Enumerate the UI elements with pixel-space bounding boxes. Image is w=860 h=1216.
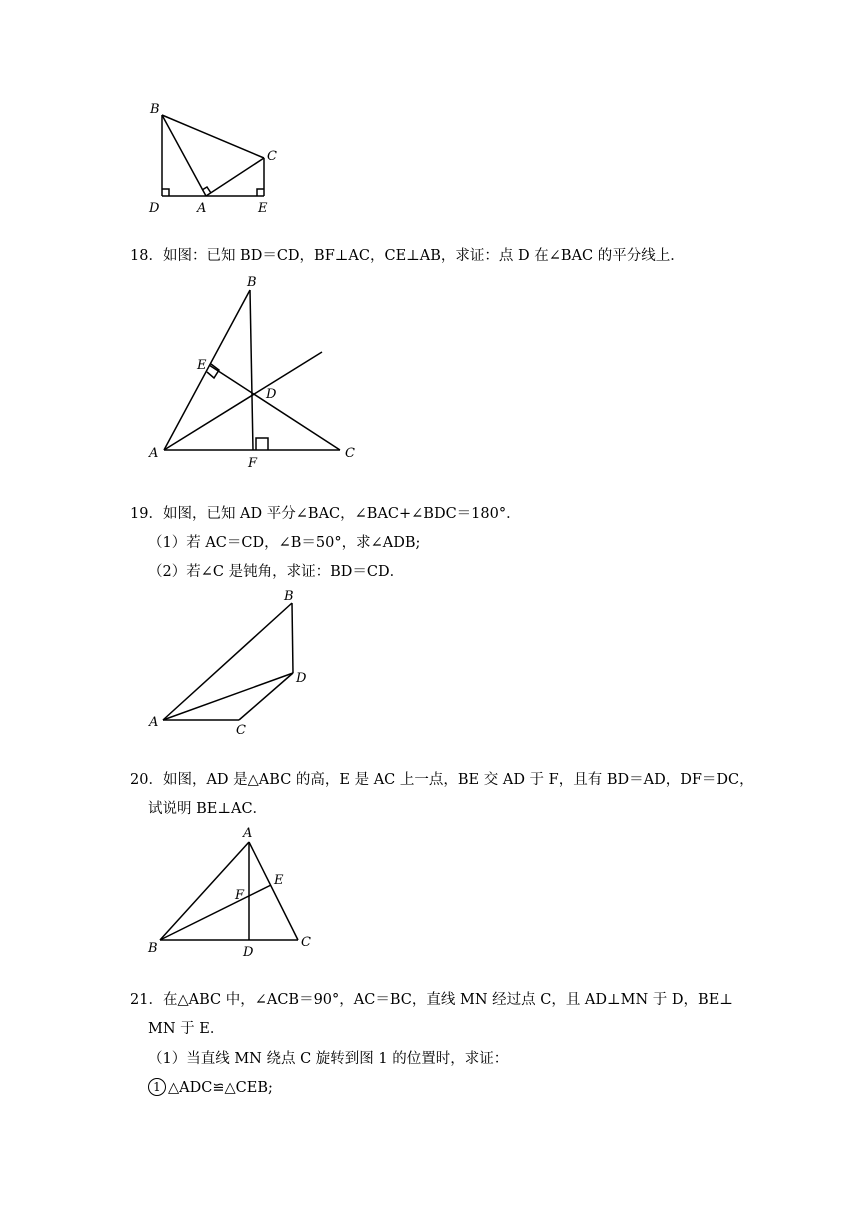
label-B: B	[284, 589, 294, 604]
question-21-sub-1-text: △ADC≌△CEB;	[168, 1080, 273, 1096]
question-19-part-1: （1）若 AC＝CD，∠B＝50°，求∠ADB;	[148, 535, 421, 551]
question-19: 19．如图，已知 AD 平分∠BAC，∠BAC+∠BDC＝180°．	[130, 506, 521, 522]
label-D: D	[296, 671, 307, 686]
figure-q19	[140, 585, 330, 740]
label-C: C	[236, 723, 246, 738]
label-F: F	[248, 456, 258, 471]
question-20-line-1: 20．如图，AD 是△ABC 的高，E 是 AC 上一点，BE 交 AD 于 F，且有 BD＝AD，DF＝DC，	[130, 772, 754, 788]
label-A: A	[243, 826, 253, 841]
figure-q20	[140, 822, 330, 962]
question-21-sub-1	[148, 1078, 273, 1098]
question-19-part-2: （2）若∠C 是钝角，求证：BD＝CD．	[148, 564, 405, 580]
question-18: 18．如图：已知 BD＝CD，BF⊥AC，CE⊥AB，求证：点 D 在∠BAC 的平分线上．	[130, 248, 685, 264]
label-F: F	[235, 888, 245, 903]
question-21-part-1: （1）当直线 MN 绕点 C 旋转到图 1 的位置时，求证：	[148, 1051, 509, 1067]
label-E: E	[258, 201, 268, 216]
label-D: D	[266, 387, 277, 402]
label-A: A	[149, 446, 159, 461]
label-D: D	[149, 201, 160, 216]
label-E: E	[274, 873, 284, 888]
label-B: B	[148, 941, 158, 956]
label-A: A	[149, 715, 159, 730]
label-C: C	[345, 446, 355, 461]
question-21-line-2: MN 于 E．	[148, 1021, 225, 1037]
label-C: C	[301, 935, 311, 950]
figure-q18	[140, 268, 370, 473]
label-B: B	[247, 275, 257, 290]
label-E: E	[197, 358, 207, 373]
label-D: D	[243, 945, 254, 960]
circled-number: 1	[148, 1078, 166, 1096]
label-A: A	[197, 201, 207, 216]
figure-q17	[140, 95, 290, 220]
label-B: B	[150, 102, 160, 117]
label-C: C	[267, 149, 277, 164]
question-21-line-1: 21．在△ABC 中，∠ACB＝90°，AC＝BC，直线 MN 经过点 C，且 AD⊥MN 于 D，BE⊥	[130, 992, 733, 1008]
question-20-line-2: 试说明 BE⊥AC．	[148, 801, 268, 817]
